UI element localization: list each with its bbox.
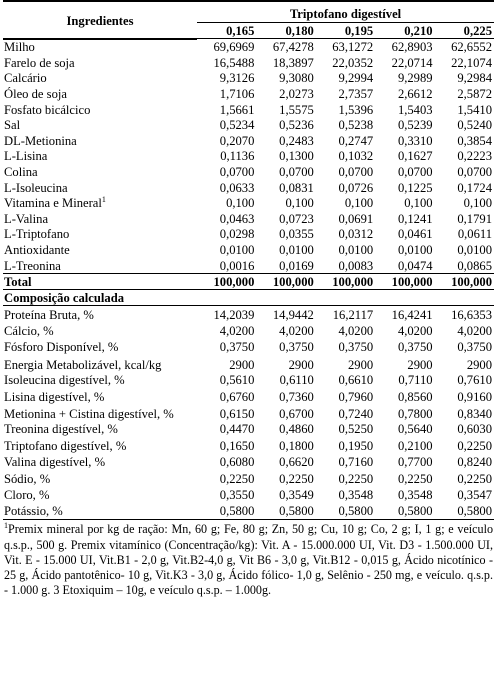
footnote-text: Premix mineral por kg de ração: Mn, 60 g; Fe, 80 g; Zn, 50 g; Cu, 10 g; Co, 2 g; I, 1 g; e veículo q.s.p., 500 g. Premix vitamínico (Concentração/kg): Vit. A - 15.000.000 UI, Vit. D3 - 1.500.000 UI, Vit. E - 15.000 UI, Vit.B1 - 2,0 g, Vit.B2-4,0 g, Vit B6 - 3,0 g, Vit.B12 - 0,015 g, Ácido nicotínico - 25 g, Ácido pantotênico- 10 g, Vit.K3 - 3,0 g, Ácido fólico- 1,0 g, Selênio - 250 mg, e veículo. q.s.p. - 1.000 g. 3 Etoxiquim – 10g, e veículo q.s.p. – 1.000g. (4, 522, 493, 598)
value-cell: 0,100 (226, 196, 255, 211)
row-label-text: Valina digestível, % (4, 455, 106, 470)
value-cell: 0,3310 (397, 133, 433, 148)
value-cell: 0,0461 (397, 227, 433, 242)
value-cell: 62,6552 (451, 40, 492, 55)
value-cell: 22,0352 (332, 55, 374, 70)
value-cell: 0,5234 (219, 118, 255, 133)
value-cell: 0,100 (463, 196, 492, 211)
ingredient-row (3, 71, 494, 87)
row-label (3, 149, 197, 165)
value-cell: 18,3897 (272, 55, 314, 70)
value-cell: 0,5800 (197, 503, 256, 520)
value-cell: 0,5238 (338, 118, 374, 133)
row-label (3, 388, 197, 404)
value-cell: 100,000 (435, 274, 494, 290)
value-cell: 0,7160 (338, 455, 374, 470)
value-cell: 0,0700 (457, 165, 492, 180)
value-cell: 0,1800 (279, 438, 314, 453)
row-label (3, 164, 197, 180)
value-cell: 0,0100 (219, 243, 255, 258)
value-cell: 0,5800 (316, 503, 375, 520)
row-label (3, 195, 197, 211)
level-header: 0,225 (435, 23, 494, 39)
value-cell: 16,5488 (213, 55, 255, 70)
composition-row (3, 503, 494, 520)
value-cell: 2,5872 (457, 87, 492, 102)
row-label (3, 227, 197, 243)
value-cell: 0,3549 (279, 487, 314, 502)
value-cell: 0,1241 (397, 211, 433, 226)
value-cell: 0,0083 (338, 258, 374, 273)
row-label (3, 133, 197, 149)
value-cell: 0,2250 (338, 471, 374, 486)
row-label (3, 323, 197, 339)
value-cell: 2900 (229, 357, 255, 372)
value-cell: 2900 (466, 357, 492, 372)
ingredient-row (3, 164, 494, 180)
composition-row (3, 438, 494, 454)
value-cell: 4,0200 (279, 323, 314, 338)
value-cell: 0,2070 (219, 133, 255, 148)
ingredient-row (3, 242, 494, 258)
row-label (3, 258, 197, 274)
total-row (3, 274, 494, 290)
row-label-text: Milho (4, 40, 35, 55)
ingredient-row (3, 39, 494, 56)
composition-row (3, 487, 494, 503)
row-label-text: L-Lisina (4, 149, 48, 164)
value-cell: 0,2250 (397, 471, 433, 486)
value-cell: 22,1074 (451, 55, 492, 70)
value-cell: 0,3750 (219, 340, 255, 355)
value-cell: 0,2250 (457, 471, 492, 486)
value-cell: 0,2250 (279, 471, 314, 486)
ingredient-row (3, 149, 494, 165)
value-cell: 0,2250 (219, 471, 255, 486)
value-cell: 9,2984 (457, 71, 492, 86)
value-cell: 0,1627 (397, 149, 433, 164)
ingredients-header: Ingredientes (3, 1, 197, 39)
row-label-text: Colina (4, 165, 38, 180)
ingredient-row (3, 86, 494, 102)
row-label-text: L-Triptofano (4, 227, 70, 242)
value-cell: 1,5575 (279, 102, 314, 117)
value-cell: 9,3126 (219, 71, 255, 86)
row-label (3, 180, 197, 196)
value-cell: 0,0723 (279, 211, 314, 226)
value-cell: 0,3550 (219, 487, 255, 502)
value-cell: 0,0100 (397, 243, 433, 258)
composition-row (3, 470, 494, 486)
level-header: 0,165 (197, 23, 256, 39)
row-label (3, 86, 197, 102)
value-cell: 0,7360 (279, 389, 314, 404)
value-cell: 0,5250 (338, 422, 374, 437)
value-cell: 4,0200 (457, 323, 492, 338)
value-cell: 4,0200 (397, 323, 433, 338)
footnote (3, 520, 494, 598)
value-cell: 0,6150 (219, 407, 255, 422)
value-cell: 2,6612 (397, 87, 433, 102)
row-label (3, 274, 197, 290)
value-cell: 0,8240 (457, 455, 492, 470)
value-cell: 0,7110 (398, 373, 433, 388)
value-cell: 0,8340 (457, 407, 492, 422)
ingredients-body (3, 39, 494, 274)
row-label (3, 421, 197, 437)
row-label-text: L-Valina (4, 211, 49, 226)
row-label (3, 470, 197, 486)
value-cell: 0,100 (344, 196, 374, 211)
ingredient-row (3, 117, 494, 133)
value-cell: 0,0633 (219, 180, 255, 195)
value-cell: 0,7610 (457, 373, 492, 388)
value-cell: 16,6353 (451, 307, 492, 322)
value-cell: 0,0100 (338, 243, 374, 258)
value-cell: 0,0169 (279, 258, 314, 273)
value-cell: 2,0273 (279, 87, 314, 102)
value-cell: 0,0100 (457, 243, 492, 258)
row-label (3, 55, 197, 71)
value-cell: 0,0700 (397, 165, 433, 180)
value-cell: 100,000 (316, 274, 375, 290)
value-cell: 0,5640 (397, 422, 433, 437)
value-cell: 1,5396 (338, 102, 374, 117)
level-header: 0,210 (375, 23, 434, 39)
value-cell: 0,0700 (338, 165, 374, 180)
value-cell: 0,5800 (375, 503, 434, 520)
value-cell: 0,2250 (457, 438, 492, 453)
value-cell: 0,0691 (338, 211, 374, 226)
row-label (3, 339, 197, 355)
value-cell: 2900 (348, 357, 374, 372)
value-cell: 0,7240 (338, 407, 374, 422)
row-label (3, 438, 197, 454)
value-cell: 0,4470 (219, 422, 255, 437)
value-cell: 0,1724 (457, 180, 492, 195)
value-cell: 0,0355 (279, 227, 314, 242)
value-cell: 0,4860 (279, 422, 314, 437)
row-label-text: Energia Metabolizável, kcal/kg (4, 357, 162, 372)
row-label (3, 454, 197, 470)
value-cell: 9,2994 (338, 71, 374, 86)
value-cell: 0,0100 (279, 243, 314, 258)
ingredient-row (3, 133, 494, 149)
value-cell: 9,2989 (397, 71, 433, 86)
value-cell: 69,6969 (213, 40, 255, 55)
value-cell: 0,100 (285, 196, 314, 211)
value-cell: 1,5661 (219, 102, 255, 117)
row-label (3, 306, 197, 323)
row-label-text: Proteína Bruta, % (4, 307, 94, 322)
row-label-text: L-Isoleucina (4, 180, 68, 195)
value-cell: 0,6610 (338, 373, 374, 388)
value-cell: 0,1136 (220, 149, 255, 164)
value-cell: 67,4278 (272, 40, 314, 55)
value-cell: 0,1791 (457, 211, 492, 226)
row-label-text: Fósforo Disponível, % (4, 340, 119, 355)
value-cell: 0,6700 (279, 407, 314, 422)
value-cell: 0,8560 (397, 389, 433, 404)
row-label (3, 117, 197, 133)
ingredient-row (3, 55, 494, 71)
value-cell: 2900 (288, 357, 314, 372)
row-label-text: Potássio, % (4, 504, 63, 519)
value-cell: 0,5239 (397, 118, 433, 133)
value-cell: 0,0298 (219, 227, 255, 242)
row-label (3, 242, 197, 258)
level-header: 0,180 (256, 23, 315, 39)
value-cell: 0,6620 (279, 455, 314, 470)
value-cell: 0,2483 (279, 133, 314, 148)
value-cell: 0,0474 (397, 258, 433, 273)
row-label-text: Total (4, 274, 32, 289)
value-cell: 62,8903 (391, 40, 433, 55)
value-cell: 0,0700 (279, 165, 314, 180)
value-cell: 0,0611 (457, 227, 492, 242)
row-label-text: Metionina + Cistina digestível, % (4, 407, 174, 422)
composition-header: Composição calculada (3, 290, 494, 306)
value-cell: 0,3548 (397, 487, 433, 502)
composition-row (3, 405, 494, 421)
value-cell: 0,6080 (219, 455, 255, 470)
value-cell: 0,0016 (219, 258, 255, 273)
value-cell: 63,1272 (332, 40, 374, 55)
composition-row (3, 388, 494, 404)
value-cell: 0,3750 (338, 340, 374, 355)
composition-row (3, 454, 494, 470)
footnote-marker: 1 (4, 521, 8, 531)
value-cell: 0,6110 (279, 373, 314, 388)
value-cell: 0,3750 (397, 340, 433, 355)
composition-row (3, 339, 494, 355)
value-cell: 100,000 (375, 274, 434, 290)
row-label (3, 71, 197, 87)
value-cell: 4,0200 (219, 323, 255, 338)
composition-row (3, 372, 494, 388)
value-cell: 0,5800 (256, 503, 315, 520)
ingredient-row (3, 211, 494, 227)
value-cell: 1,5403 (397, 102, 433, 117)
value-cell: 0,3547 (457, 487, 492, 502)
row-label-text: Farelo de soja (4, 55, 75, 70)
row-label-text: DL-Metionina (4, 133, 77, 148)
row-label-text: Fosfato bicálcico (4, 102, 91, 117)
ingredient-row (3, 102, 494, 118)
row-label-text: Triptofano digestível, % (4, 438, 127, 453)
value-cell: 0,2100 (397, 438, 433, 453)
ingredient-row (3, 258, 494, 274)
row-label (3, 487, 197, 503)
row-label (3, 39, 197, 56)
row-label-text: Cálcio, % (4, 323, 54, 338)
value-cell: 100,000 (197, 274, 256, 290)
tryptophan-group-header: Triptofano digestível (197, 1, 494, 23)
value-cell: 100,000 (256, 274, 315, 290)
value-cell: 9,3080 (279, 71, 314, 86)
composition-row (3, 323, 494, 339)
row-label-text: Cloro, % (4, 487, 50, 502)
row-label-text: Sódio, % (4, 471, 51, 486)
row-label-text: Óleo de soja (4, 87, 67, 102)
value-cell: 0,0700 (219, 165, 255, 180)
composition-body (3, 306, 494, 520)
value-cell: 0,0463 (219, 211, 255, 226)
value-cell: 14,2039 (213, 307, 255, 322)
value-cell: 22,0714 (391, 55, 433, 70)
value-cell: 0,5240 (457, 118, 492, 133)
value-cell: 0,1300 (279, 149, 314, 164)
row-label (3, 102, 197, 118)
value-cell: 0,5800 (435, 503, 494, 520)
value-cell: 0,9160 (457, 389, 492, 404)
value-cell: 0,6030 (457, 422, 492, 437)
row-label (3, 372, 197, 388)
row-label (3, 503, 197, 520)
value-cell: 2,7357 (338, 87, 374, 102)
row-label (3, 211, 197, 227)
value-cell: 0,7800 (397, 407, 433, 422)
diet-composition-sheet (3, 0, 494, 599)
value-cell: 16,4241 (391, 307, 433, 322)
value-cell: 0,3548 (338, 487, 374, 502)
diet-table (3, 0, 494, 520)
row-label-text: Lisina digestível, % (4, 389, 105, 404)
value-cell: 0,100 (404, 196, 433, 211)
value-cell: 0,3854 (457, 133, 492, 148)
ingredient-row (3, 195, 494, 211)
value-cell: 0,0726 (338, 180, 374, 195)
composition-row (3, 306, 494, 323)
value-cell: 0,7700 (397, 455, 433, 470)
ingredient-row (3, 227, 494, 243)
composition-row (3, 421, 494, 437)
value-cell: 0,5610 (219, 373, 255, 388)
value-cell: 0,1032 (338, 149, 374, 164)
row-label-text: Vitamina e Mineral (4, 196, 102, 211)
row-label-text: Sal (4, 118, 21, 133)
value-cell: 4,0200 (338, 323, 374, 338)
value-cell: 0,0865 (457, 258, 492, 273)
value-cell: 0,2223 (457, 149, 492, 164)
row-label-text: Antioxidante (4, 243, 70, 258)
value-cell: 0,5236 (279, 118, 314, 133)
value-cell: 0,2747 (338, 133, 374, 148)
value-cell: 0,1950 (338, 438, 374, 453)
ingredient-row (3, 180, 494, 196)
value-cell: 14,9442 (272, 307, 314, 322)
composition-row (3, 356, 494, 372)
value-cell: 1,7106 (219, 87, 255, 102)
value-cell: 0,3750 (279, 340, 314, 355)
value-cell: 0,0312 (338, 227, 374, 242)
row-label (3, 405, 197, 421)
value-cell: 0,1225 (397, 180, 433, 195)
value-cell: 0,1650 (219, 438, 255, 453)
value-cell: 16,2117 (332, 307, 374, 322)
row-label-text: Calcário (4, 71, 47, 86)
row-label-text: Isoleucina digestível, % (4, 373, 125, 388)
level-header: 0,195 (316, 23, 375, 39)
row-label-text: L-Treonina (4, 258, 61, 273)
row-label-text: Treonina digestível, % (4, 422, 118, 437)
footnote-ref: 1 (101, 195, 106, 205)
value-cell: 0,7960 (338, 389, 374, 404)
value-cell: 2900 (407, 357, 433, 372)
row-label (3, 356, 197, 372)
value-cell: 0,0831 (279, 180, 314, 195)
value-cell: 0,6760 (219, 389, 255, 404)
value-cell: 1,5410 (457, 102, 492, 117)
value-cell: 0,3750 (457, 340, 492, 355)
